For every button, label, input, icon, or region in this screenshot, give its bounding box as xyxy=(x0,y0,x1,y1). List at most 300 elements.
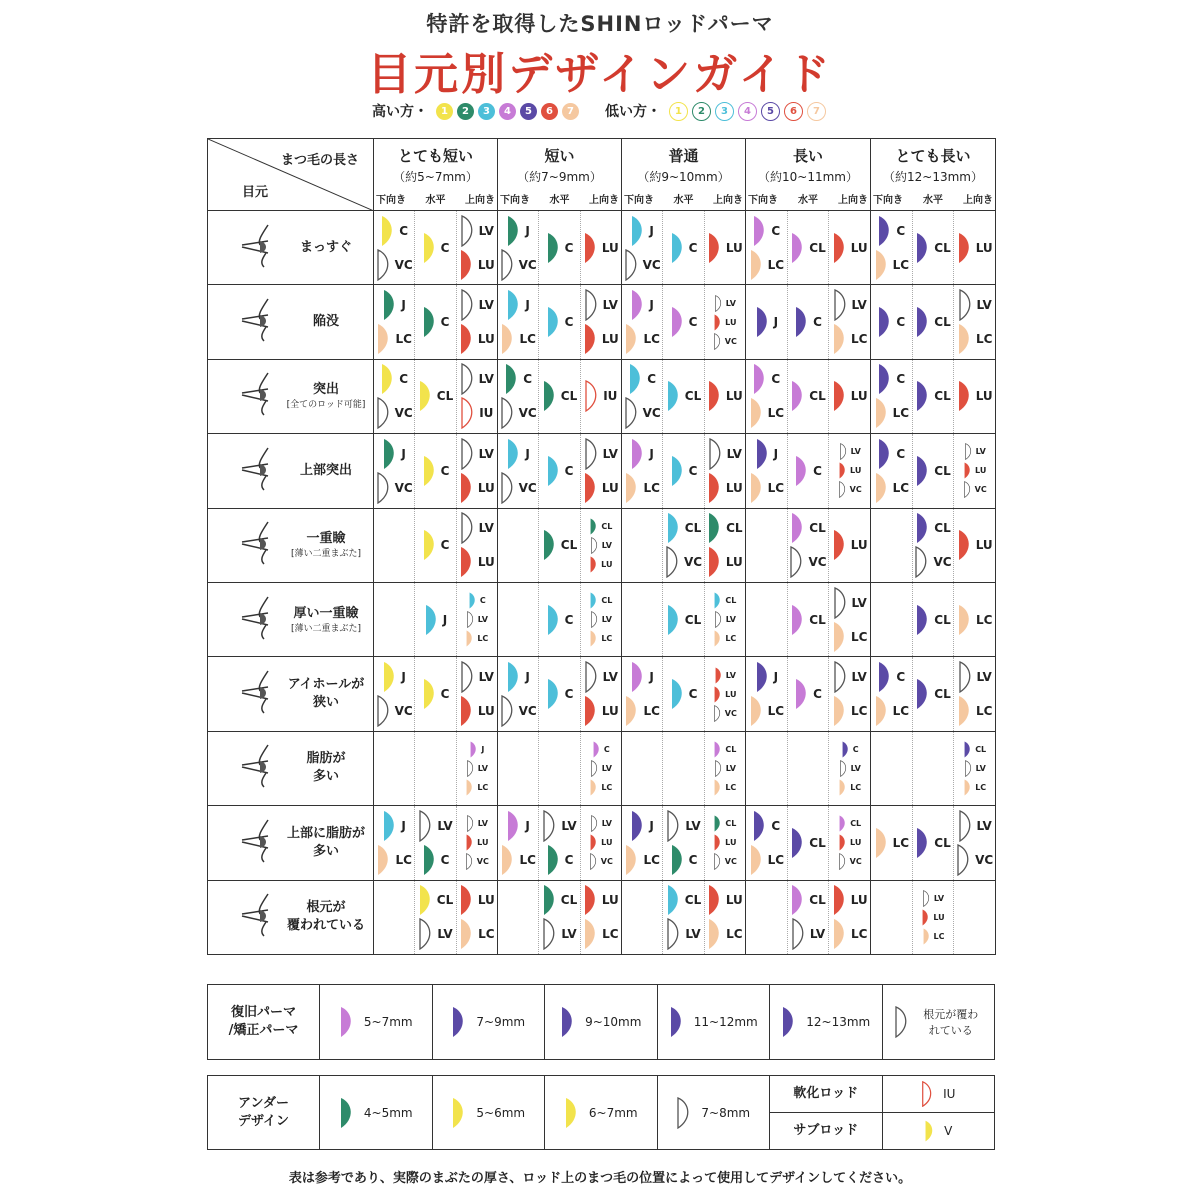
direction-label: 下向き xyxy=(624,195,654,206)
row-label xyxy=(208,731,374,805)
rod-item xyxy=(376,844,411,876)
rod-item xyxy=(584,289,618,321)
rod-label: LC xyxy=(601,634,613,644)
design-cell xyxy=(871,434,996,508)
rod-icon xyxy=(339,1097,356,1129)
design-cell xyxy=(374,806,498,880)
rod-item xyxy=(589,853,613,870)
rod-item xyxy=(466,611,488,628)
rod-icon xyxy=(921,909,931,926)
design-cell xyxy=(871,657,996,731)
rod-label: LV xyxy=(477,615,488,625)
rod-item xyxy=(794,306,822,338)
rod-item xyxy=(707,472,743,504)
rod-item xyxy=(832,621,867,653)
rod-item xyxy=(874,827,909,859)
direction-subcell xyxy=(912,211,954,284)
rod-label: CL xyxy=(809,521,826,536)
legend-low-circle-7: 7 xyxy=(807,102,826,121)
rod-label: LU xyxy=(975,240,993,255)
rod-item xyxy=(500,844,535,876)
rod-label: J xyxy=(525,446,530,461)
rod-item xyxy=(422,455,450,487)
rod-item xyxy=(583,918,618,950)
direction-subcell xyxy=(498,806,538,879)
rod-item xyxy=(922,928,945,945)
rod-icon xyxy=(794,455,811,487)
rod-item xyxy=(749,472,784,504)
rod-icon xyxy=(589,592,599,609)
rod-icon xyxy=(713,333,723,350)
rod-icon xyxy=(670,306,687,338)
design-cell xyxy=(871,731,996,805)
rod-label: LC xyxy=(601,782,613,792)
rod-item xyxy=(500,249,537,281)
rod-item xyxy=(624,695,659,727)
rod-label: LU xyxy=(477,704,495,719)
column-range: （約7~9mm） xyxy=(517,170,602,184)
rod-item xyxy=(714,611,736,628)
rod-icon xyxy=(665,546,682,578)
rod-item xyxy=(624,323,659,355)
rod-icon xyxy=(755,306,772,338)
rod-label: CL xyxy=(684,893,702,908)
direction-subcell xyxy=(456,583,497,656)
rod-item xyxy=(546,678,574,710)
direction-subcell xyxy=(622,806,662,879)
rod-item xyxy=(832,695,867,727)
legend-item xyxy=(657,985,770,1060)
rod-label: CL xyxy=(934,521,951,536)
rod-label: LV xyxy=(477,763,488,773)
row-label xyxy=(208,880,374,954)
rod-icon xyxy=(670,232,687,264)
rod-label: LU xyxy=(477,555,495,570)
rod-label: C xyxy=(440,315,450,330)
direction-label: 下向き xyxy=(748,195,778,206)
direction-subcell xyxy=(622,509,662,582)
rod-icon xyxy=(584,661,601,693)
rod-label: LC xyxy=(850,927,868,942)
rod-item xyxy=(546,604,574,636)
design-cell xyxy=(746,434,871,508)
legend-item xyxy=(770,985,883,1060)
rod-icon xyxy=(676,1097,693,1129)
rod-item xyxy=(713,630,736,647)
direction-subcell xyxy=(662,583,703,656)
rod-icon xyxy=(583,472,600,504)
row-name-line2: 多い xyxy=(312,843,339,859)
rod-label: J xyxy=(649,298,654,313)
rod-item xyxy=(713,705,737,722)
direction-subcell xyxy=(871,509,912,582)
rod-item xyxy=(877,438,905,470)
rod-icon xyxy=(560,1006,577,1038)
rod-icon xyxy=(832,884,849,916)
head-line2: /矯正パーマ xyxy=(228,1023,299,1038)
rod-item xyxy=(958,289,992,321)
rod-icon xyxy=(459,918,476,950)
direction-subcell xyxy=(828,732,870,805)
rod-icon xyxy=(838,481,848,498)
rod-icon xyxy=(422,844,439,876)
direction-subcell xyxy=(787,434,829,507)
rod-item xyxy=(841,741,859,758)
eye-icon xyxy=(238,223,278,269)
design-cell xyxy=(498,508,622,582)
rod-label: LC xyxy=(643,852,660,867)
direction-subcell xyxy=(456,732,497,805)
rod-icon xyxy=(877,306,894,338)
legend-high-circle-4: 4 xyxy=(499,103,516,120)
direction-subcell xyxy=(912,657,954,730)
rod-label: LC xyxy=(725,634,737,644)
rod-icon xyxy=(666,884,683,916)
rod-item xyxy=(666,810,700,842)
direction-subcell xyxy=(374,509,414,582)
legend-item-label: 5~6mm xyxy=(476,1105,526,1120)
row-name: 突出 xyxy=(312,382,339,398)
rod-icon xyxy=(794,306,811,338)
column-header xyxy=(746,139,871,211)
design-cell xyxy=(498,211,622,285)
rod-item xyxy=(376,472,413,504)
direction-subcell xyxy=(414,806,455,879)
rod-label: LV xyxy=(437,818,453,833)
rod-item xyxy=(790,512,825,544)
rod-item xyxy=(382,810,405,842)
direction-subcell xyxy=(746,509,787,582)
eye-icon xyxy=(238,669,278,715)
rod-icon xyxy=(630,438,647,470)
rod-item xyxy=(838,462,861,479)
rod-icon xyxy=(546,455,563,487)
rod-label: LV xyxy=(478,670,494,685)
design-cell xyxy=(622,657,746,731)
rod-item xyxy=(589,556,612,573)
rod-item xyxy=(506,438,529,470)
design-cell xyxy=(871,582,996,656)
rod-item xyxy=(376,249,413,281)
rod-icon xyxy=(963,481,973,498)
table-row xyxy=(208,582,996,656)
rod-item xyxy=(624,844,659,876)
row-name: アイホールが xyxy=(287,677,365,693)
rod-label: LC xyxy=(767,257,785,272)
direction-subcell xyxy=(787,732,829,805)
direction-subcell xyxy=(871,657,912,730)
rod-icon xyxy=(922,928,932,945)
head-line1: 復旧パーマ xyxy=(230,1005,296,1020)
rod-label: C xyxy=(688,687,698,702)
rod-item xyxy=(832,884,868,916)
rod-label: VC xyxy=(518,257,537,272)
rod-icon xyxy=(500,397,517,429)
rod-item xyxy=(714,760,736,777)
rod-icon xyxy=(339,1006,356,1038)
rod-label: LU xyxy=(850,466,862,476)
rod-icon xyxy=(877,363,894,395)
rod-icon xyxy=(589,630,599,647)
rod-label: CL xyxy=(436,389,454,404)
direction-subcell xyxy=(746,881,787,954)
direction-subcell xyxy=(456,434,497,507)
rod-label: LC xyxy=(892,480,910,495)
rod-item xyxy=(666,380,701,412)
rod-icon xyxy=(624,695,641,727)
rod-label: VC xyxy=(849,485,862,495)
legend-item-label: 根元が覆われている xyxy=(923,1008,979,1037)
direction-subcell xyxy=(538,211,579,284)
legend-item-label: 7~9mm xyxy=(476,1015,526,1029)
direction-subcell xyxy=(538,657,579,730)
rod-icon xyxy=(465,630,475,647)
rod-icon xyxy=(542,380,559,412)
direction-subcell xyxy=(414,360,455,433)
rod-icon xyxy=(466,760,476,777)
rod-item xyxy=(838,834,861,851)
rod-icon xyxy=(713,853,723,870)
rod-label: CL xyxy=(934,835,951,850)
rod-icon xyxy=(465,853,475,870)
rod-label: LU xyxy=(850,240,868,255)
rod-icon xyxy=(418,884,435,916)
rod-label: CL xyxy=(934,687,951,702)
rod-item xyxy=(583,884,619,916)
page-title: 目元別デザインガイド xyxy=(367,49,833,100)
legend-item xyxy=(882,985,995,1060)
rod-item xyxy=(376,323,411,355)
rod-icon xyxy=(790,512,807,544)
direction-subcell xyxy=(374,732,414,805)
rod-icon xyxy=(460,289,477,321)
row-label xyxy=(208,806,374,880)
rod-label: IU xyxy=(603,389,618,404)
rod-icon xyxy=(466,815,476,832)
rod-label: VC xyxy=(394,257,413,272)
rod-item xyxy=(376,397,413,429)
legend-item xyxy=(545,1076,658,1150)
design-cell xyxy=(746,359,871,433)
rod-label: C xyxy=(564,240,574,255)
color-legend xyxy=(0,101,1200,121)
rod-label: LU xyxy=(477,838,489,848)
rod-label: LC xyxy=(477,782,489,792)
rod-icon xyxy=(376,695,393,727)
legend-low-label: 低い方・ xyxy=(605,104,661,120)
rod-item xyxy=(382,289,405,321)
direction-subcell xyxy=(953,732,995,805)
rod-label: C xyxy=(852,744,859,754)
rod-icon xyxy=(546,844,563,876)
direction-subcell xyxy=(871,732,912,805)
legend-high-circle-1: 1 xyxy=(436,103,453,120)
rod-label: LU xyxy=(601,893,619,908)
rod-item xyxy=(713,853,737,870)
rod-item xyxy=(465,853,489,870)
rod-icon xyxy=(468,592,478,609)
rod-label: LV xyxy=(478,298,494,313)
rod-icon xyxy=(459,249,476,281)
design-cell xyxy=(374,880,498,954)
rod-item xyxy=(624,249,661,281)
rod-label: CL xyxy=(684,521,702,536)
rod-label: LV xyxy=(726,446,742,461)
rod-item xyxy=(794,455,822,487)
head-line2: デザイン xyxy=(237,1113,290,1129)
rod-icon xyxy=(500,844,517,876)
rod-label: VC xyxy=(642,406,661,421)
rod-label: LC xyxy=(975,782,987,792)
rod-label: CL xyxy=(809,240,826,255)
soft-rod-icon xyxy=(921,1081,935,1107)
rod-label: LV xyxy=(685,927,701,942)
design-cell xyxy=(871,285,996,359)
rod-label: CL xyxy=(436,893,454,908)
rod-icon xyxy=(376,323,393,355)
rod-label: LC xyxy=(477,634,489,644)
rod-item xyxy=(708,438,742,470)
legend-item xyxy=(657,1076,770,1150)
sub-rod-label: サブロッド xyxy=(770,1113,883,1150)
rod-label: C xyxy=(896,446,906,461)
rod-icon xyxy=(506,289,523,321)
direction-subcell xyxy=(414,211,455,284)
rod-item xyxy=(424,604,447,636)
rod-icon xyxy=(584,289,601,321)
design-cell xyxy=(622,806,746,880)
direction-subcell xyxy=(746,657,787,730)
direction-subcell xyxy=(912,434,954,507)
direction-label: 水平 xyxy=(549,195,570,206)
rod-icon xyxy=(791,918,808,950)
rod-label: CL xyxy=(809,389,826,404)
row-name: 厚い一重瞼 xyxy=(293,605,359,621)
direction-label: 下向き xyxy=(500,195,530,206)
column-range: （約5~7mm） xyxy=(393,170,478,184)
direction-subcell xyxy=(538,732,579,805)
rod-icon xyxy=(833,661,850,693)
rod-label: C xyxy=(564,852,574,867)
rod-icon xyxy=(460,512,477,544)
rod-icon xyxy=(589,853,599,870)
rod-label: LV xyxy=(725,763,736,773)
rod-icon xyxy=(790,884,807,916)
table-row xyxy=(208,359,996,433)
rod-icon xyxy=(707,472,724,504)
legend-item xyxy=(432,985,545,1060)
direction-subcell xyxy=(580,434,621,507)
rod-icon xyxy=(624,323,641,355)
direction-subcell xyxy=(746,211,787,284)
rod-item xyxy=(670,232,698,264)
rod-item xyxy=(877,363,905,395)
design-cell xyxy=(622,508,746,582)
rod-icon xyxy=(466,611,476,628)
direction-subcell xyxy=(871,881,912,954)
design-cell xyxy=(746,806,871,880)
rod-label: C xyxy=(399,223,409,238)
rod-item xyxy=(749,249,784,281)
rod-item xyxy=(592,741,610,758)
rod-item xyxy=(963,741,986,758)
rod-item xyxy=(874,695,909,727)
rod-item xyxy=(624,472,659,504)
direction-subcell xyxy=(622,434,662,507)
design-cell xyxy=(622,359,746,433)
table-row xyxy=(208,657,996,731)
rod-label: LC xyxy=(767,480,785,495)
rod-icon xyxy=(542,918,559,950)
direction-subcell xyxy=(622,211,662,284)
design-cell xyxy=(871,359,996,433)
rod-icon xyxy=(589,518,599,535)
rod-label: LC xyxy=(643,480,660,495)
rod-label: LV xyxy=(601,615,612,625)
rod-label: C xyxy=(564,315,574,330)
row-subnote: [薄い二重まぶた] xyxy=(290,623,362,634)
rod-item xyxy=(752,810,780,842)
rod-item xyxy=(465,779,488,796)
rod-icon xyxy=(460,215,477,247)
rod-icon xyxy=(957,232,974,264)
direction-subcell xyxy=(953,434,995,507)
eye-icon xyxy=(238,892,278,938)
direction-subcell xyxy=(662,434,703,507)
rod-item xyxy=(376,695,413,727)
rod-item xyxy=(832,232,868,264)
direction-subcell xyxy=(787,806,829,879)
rod-icon xyxy=(790,827,807,859)
rod-label: LC xyxy=(519,332,536,347)
rod-item xyxy=(707,546,743,578)
direction-subcell xyxy=(912,583,954,656)
direction-subcell xyxy=(498,211,538,284)
direction-subcell xyxy=(787,360,829,433)
rod-icon xyxy=(713,592,723,609)
rod-label: LV xyxy=(850,447,861,457)
legend-item xyxy=(545,985,658,1060)
rod-label: LV xyxy=(602,670,618,685)
rod-icon xyxy=(752,810,769,842)
legend-low xyxy=(605,101,828,121)
rod-label: LC xyxy=(602,927,619,942)
rod-icon xyxy=(841,741,851,758)
rod-icon xyxy=(376,472,393,504)
direction-subcell xyxy=(498,881,538,954)
rod-label: LU xyxy=(477,480,495,495)
rod-icon xyxy=(589,834,599,851)
rod-icon xyxy=(382,289,399,321)
rod-item xyxy=(915,306,950,338)
direction-subcell xyxy=(828,806,870,879)
rod-item xyxy=(958,661,992,693)
rod-item xyxy=(707,380,743,412)
rod-icon xyxy=(380,215,397,247)
direction-subcell xyxy=(580,285,621,358)
column-range: （約12~13mm） xyxy=(883,170,983,184)
rod-label: LV xyxy=(850,763,861,773)
rod-label: LV xyxy=(851,298,867,313)
design-cell xyxy=(498,285,622,359)
rod-item xyxy=(460,512,494,544)
rod-item xyxy=(713,741,736,758)
rod-icon xyxy=(459,546,476,578)
legend-low-circle-1: 1 xyxy=(669,102,688,121)
rod-label: J xyxy=(773,315,779,330)
legend-high-circle-5: 5 xyxy=(520,103,537,120)
rod-icon xyxy=(589,556,599,573)
